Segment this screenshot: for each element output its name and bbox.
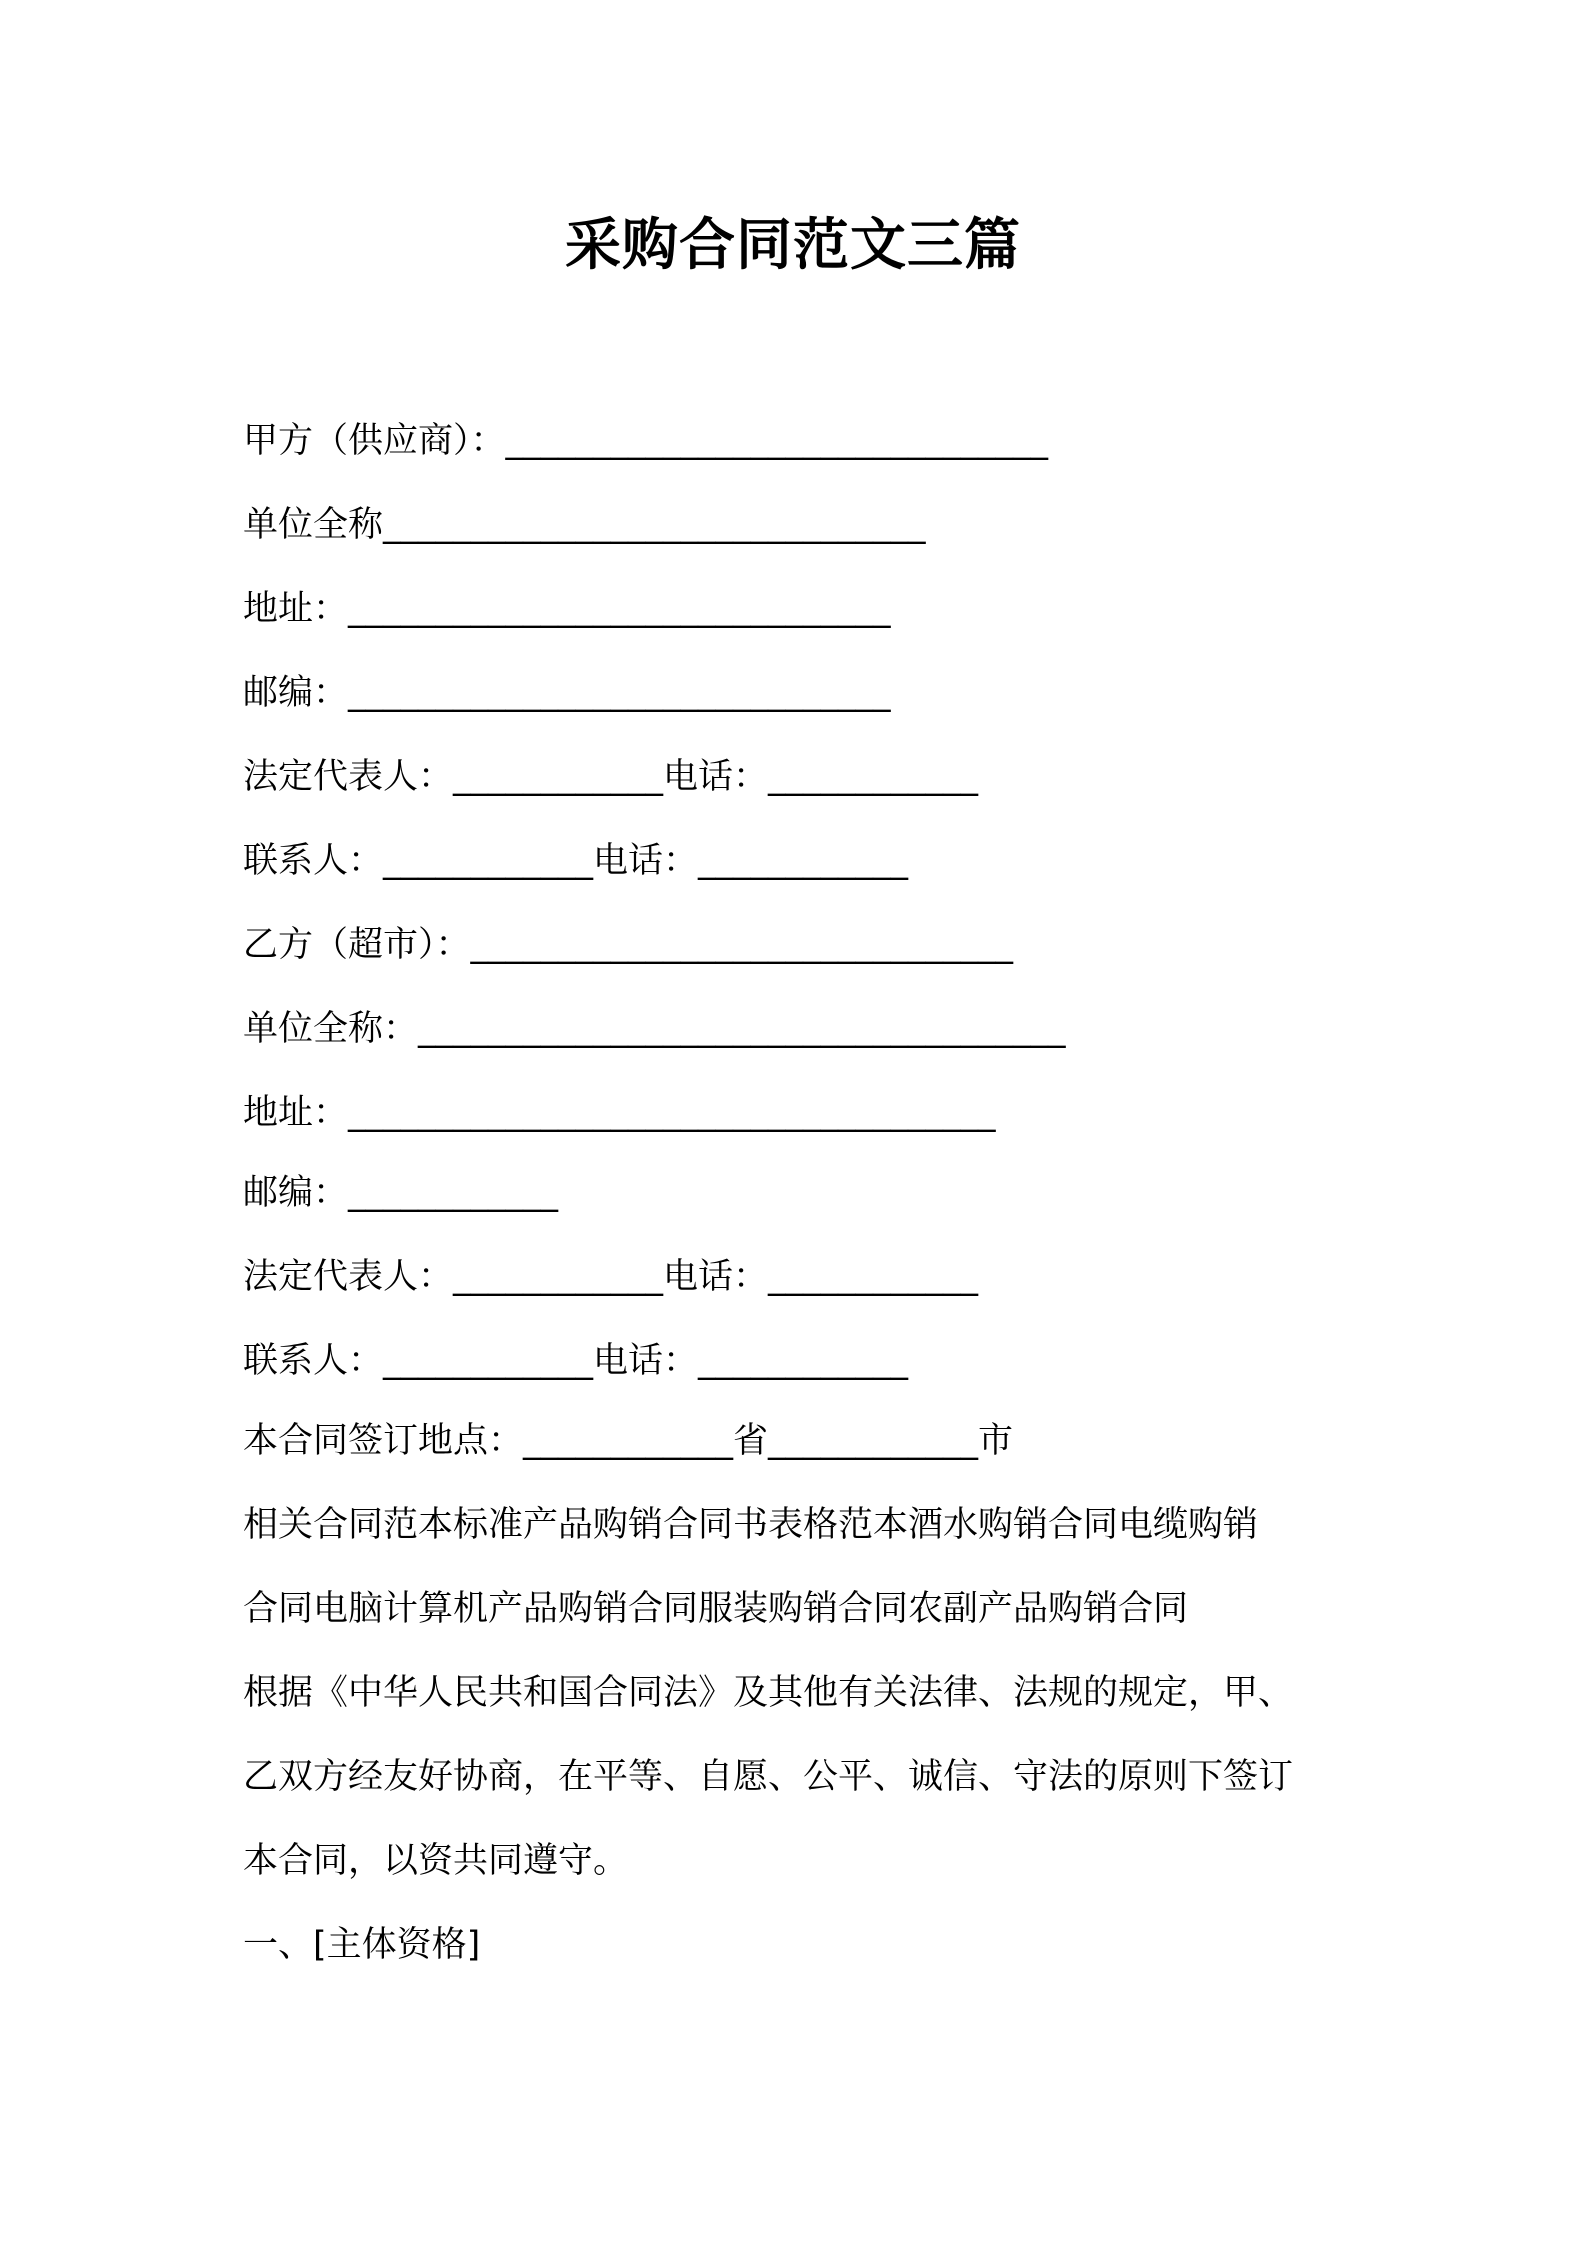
party-b-full-name-line: 单位全称：_____________________________________	[243, 1009, 1066, 1049]
related-templates-line-2: 合同电脑计算机产品购销合同服装购销合同农副产品购销合同	[243, 1589, 1189, 1629]
party-a-supplier-line: 甲方（供应商）：_______________________________	[243, 421, 1049, 461]
party-b-legal-rep-line: 法定代表人：____________电话：____________	[243, 1257, 979, 1297]
party-a-contact-line: 联系人：____________电话：____________	[243, 841, 909, 881]
party-b-address-line: 地址：_____________________________________	[243, 1093, 996, 1133]
party-a-postcode-line: 邮编：_______________________________	[243, 673, 891, 713]
signing-location-line: 本合同签订地点：____________省____________市	[243, 1421, 1014, 1461]
party-b-postcode-line: 邮编：____________	[243, 1173, 559, 1213]
document-title: 采购合同范文三篇	[565, 213, 1021, 278]
party-b-supermarket-line: 乙方（超市）：_______________________________	[243, 925, 1014, 965]
party-b-contact-line: 联系人：____________电话：____________	[243, 1341, 909, 1381]
party-a-address-line: 地址：_______________________________	[243, 589, 891, 629]
preamble-line-1: 根据《中华人民共和国合同法》及其他有关法律、法规的规定，甲、	[243, 1673, 1294, 1713]
party-a-full-name-line: 单位全称_______________________________	[243, 505, 926, 545]
preamble-line-3: 本合同，以资共同遵守。	[243, 1841, 629, 1881]
section-heading-subject-qualification: 一、[主体资格]	[243, 1925, 481, 1965]
related-templates-line-1: 相关合同范本标准产品购销合同书表格范本酒水购销合同电缆购销	[243, 1505, 1259, 1545]
party-a-legal-rep-line: 法定代表人：____________电话：____________	[243, 757, 979, 797]
preamble-line-2: 乙双方经友好协商，在平等、自愿、公平、诚信、守法的原则下签订	[243, 1757, 1294, 1797]
